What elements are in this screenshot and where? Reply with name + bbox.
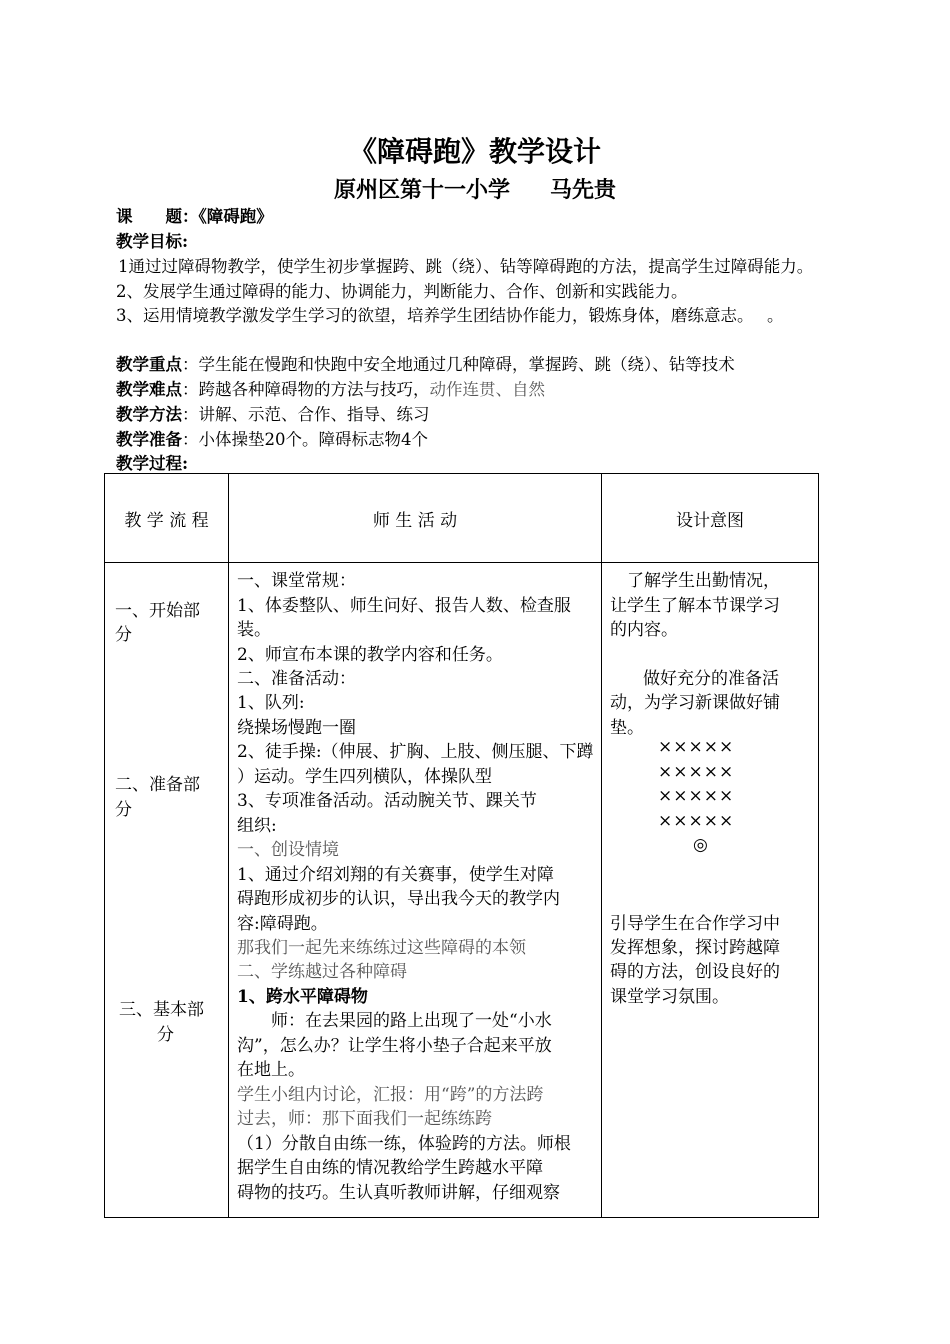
- process-label: 教学过程:: [116, 454, 189, 473]
- phase-basic-line2: 分: [157, 1025, 174, 1045]
- activity-line: 师：在去果园的路上出现了一处“小水: [237, 1011, 552, 1031]
- key-point-label: 教学重点: [116, 355, 182, 374]
- intent-cell: [602, 563, 819, 1218]
- intent-line: 发挥想象，探讨跨越障: [610, 938, 780, 958]
- activity-line: 2、徒手操:（伸展、扩胸、上肢、侧压腿、下蹲: [237, 742, 594, 762]
- phase-prep-line1: 二、准备部: [115, 775, 200, 795]
- objective-1: 1通过过障碍物教学，使学生初步掌握跨、跳（绕）、钻等障碍跑的方法，提高学生过障碍能力。: [118, 257, 814, 276]
- difficulty-tail: 动作连贯、自然: [429, 380, 545, 399]
- formation-row: ×××××: [658, 786, 735, 806]
- phase-prep-line2: 分: [115, 800, 132, 820]
- difficulty-label: 教学难点: [116, 380, 182, 399]
- activity-line: 一、课堂常规：: [237, 571, 356, 591]
- activity-line: 3、专项准备活动。活动腕关节、踝关节: [237, 791, 537, 811]
- document-title: 《障碍跑》教学设计: [348, 135, 601, 168]
- header-intent: 设计意图: [602, 474, 819, 563]
- intent-line: 课堂学习氛围。: [610, 987, 729, 1007]
- topic-label: 课 题：: [116, 207, 199, 226]
- phase-basic-line1: 三、基本部: [119, 1000, 204, 1020]
- intent-line: 引导学生在合作学习中: [610, 914, 780, 934]
- teacher-name: 马先贵: [550, 177, 617, 203]
- phase-cell: [105, 563, 229, 1218]
- prep-label: 教学准备: [116, 430, 182, 449]
- method-text: ：讲解、示范、合作、指导、练习: [182, 405, 430, 424]
- phase-start-line2: 分: [115, 625, 132, 645]
- difficulty-text: ：跨越各种障碍物的方法与技巧，: [182, 380, 430, 399]
- header-activities: 师 生 活 动: [229, 474, 602, 563]
- activity-line: 碍跑形成初步的认识，导出我今天的教学内: [237, 889, 560, 909]
- activity-line: 据学生自由练的情况教给学生跨越水平障: [237, 1158, 543, 1178]
- activities-cell: [229, 563, 602, 1218]
- difficulty-line: [116, 376, 545, 400]
- prep-text: ：小体操垫20个。障碍标志物4个: [182, 430, 428, 449]
- prep-line: [116, 426, 428, 450]
- intent-line: 动，为学习新课做好铺: [610, 693, 780, 713]
- intent-line: 的内容。: [610, 620, 678, 640]
- activity-line: 一、创设情境: [237, 840, 339, 860]
- phase-start-line1: 一、开始部: [115, 601, 200, 621]
- intent-line: 垫。: [610, 718, 644, 738]
- activity-heading: 1、跨水平障碍物: [237, 987, 368, 1007]
- activity-line: 那我们一起先来练练过这些障碍的本领: [237, 938, 526, 958]
- table-header-row: [105, 474, 819, 563]
- activity-line: ）运动。学生四列横队，体操队型: [237, 767, 492, 787]
- method-label: 教学方法: [116, 405, 182, 424]
- activity-line: 绕操场慢跑一圈: [237, 718, 356, 738]
- activity-line: 装。: [237, 620, 271, 640]
- activity-line: 1、队列:: [237, 693, 305, 713]
- intent-line: 碍的方法，创设良好的: [610, 962, 780, 982]
- topic-line: [116, 203, 273, 227]
- activity-line: 二、准备活动：: [237, 669, 356, 689]
- header-flow: 教 学 流 程: [105, 474, 229, 563]
- objective-3: 3、运用情境教学激发学生学习的欲望，培养学生团结协作能力，锻炼身体，磨练意志。 。: [116, 306, 784, 325]
- document-subtitle: [0, 173, 950, 204]
- activity-line: 1、体委整队、师生问好、报告人数、检查服: [237, 596, 571, 616]
- activity-line: 沟”，怎么办？让学生将小垫子合起来平放: [237, 1036, 552, 1056]
- formation-row: ×××××: [658, 762, 735, 782]
- intent-line: 让学生了解本节课学习: [610, 596, 780, 616]
- activity-line: 容:障碍跑。: [237, 914, 328, 934]
- topic-value: 《障碍跑》: [198, 207, 273, 226]
- activity-line: 碍物的技巧。生认真听教师讲解，仔细观察: [237, 1183, 560, 1203]
- formation-row: ×××××: [658, 737, 735, 757]
- school-name: 原州区第十一小学: [333, 177, 510, 203]
- activity-line: 2、师宣布本课的教学内容和任务。: [237, 645, 503, 665]
- activity-line: 学生小组内讨论，汇报：用“跨”的方法跨: [237, 1085, 544, 1105]
- intent-line: 做好充分的准备活: [626, 669, 779, 689]
- table-body-row: [105, 563, 819, 1218]
- activity-line: 组织:: [237, 816, 277, 836]
- activity-line: 在地上。: [237, 1060, 305, 1080]
- activity-line: 二、学练越过各种障碍: [237, 962, 407, 982]
- key-point-line: [116, 351, 735, 375]
- method-line: [116, 401, 430, 425]
- activity-line: 1、通过介绍刘翔的有关赛事，使学生对障: [237, 865, 554, 885]
- teacher-position-icon: ◎: [693, 835, 708, 855]
- objective-2: 2、发展学生通过障碍的能力、协调能力，判断能力、合作、创新和实践能力。: [116, 282, 688, 301]
- activity-line: 过去，师：那下面我们一起练练跨: [237, 1109, 492, 1129]
- process-table: [104, 473, 819, 1218]
- activity-line: （1）分散自由练一练，体验跨的方法。师根: [237, 1134, 571, 1154]
- key-point-text: ：学生能在慢跑和快跑中安全地通过几种障碍，掌握跨、跳（绕）、钻等技术: [182, 355, 735, 374]
- formation-row: ×××××: [658, 811, 735, 831]
- objectives-label: 教学目标:: [116, 232, 189, 251]
- intent-line: 了解学生出勤情况，: [610, 571, 780, 591]
